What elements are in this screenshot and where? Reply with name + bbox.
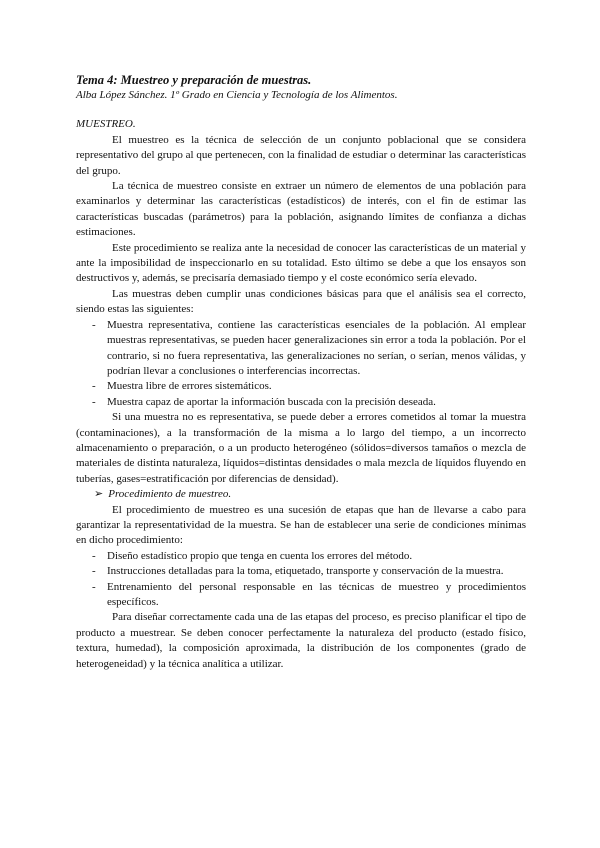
procedure-list [76,549,526,611]
section-heading: MUESTREO. [76,118,136,131]
list-item: - Muestra capaz de aportar la información buscada con la precisión deseada. [76,395,526,410]
subheading [76,487,526,502]
subheading-text: Procedimiento de muestreo. [108,488,232,501]
list-item: - Entrenamiento del personal responsable en las técnicas de muestreo y procedimientos específicos. [76,580,526,611]
conditions-list [76,318,526,410]
list-item: - Instrucciones detalladas para la toma, etiquetado, transporte y conservación de la muestra. [76,564,526,579]
paragraph: El procedimiento de muestreo es una sucesión de etapas que han de llevarse a cabo para garantizar la representatividad de la muestra. Se han de establecer una serie de condiciones mínimas en dicho procedimiento: [76,503,526,547]
list-item: - Diseño estadístico propio que tenga en cuenta los errores del método. [76,549,526,564]
paragraph: Para diseñar correctamente cada una de las etapas del proceso, es preciso planificar el tipo de producto a muestrear. Se deben conocer perfectamente la naturaleza del producto (estado físico, textura, humedad), la composición aproximada, la distribución de los componentes (grado de heterogeneidad) y la técnica analítica a utilizar. [76,611,526,670]
paragraph: Si una muestra no es representativa, se puede deber a errores cometidos al tomar la muestra (contaminaciones), a la transformación de la misma a lo largo del tiempo, a un incorrecto almacenamiento o preparación, o a un producto heterogéneo (sólidos=diversos tamaños o mezcla de materiales de distinta naturaleza, líquidos=distintas densidades o mala mezcla de líquidos fluyendo en tuberías, gases=estratificación por diferencias de densidad). [76,411,526,485]
arrow-bullet-icon: ➢ [94,488,104,501]
paragraph: El muestreo es la técnica de selección de un conjunto poblacional que se considera representativo del grupo al que pertenecen, con la finalidad de estudiar o determinar las características del grupo. [76,133,526,177]
list-item: - Muestra libre de errores sistemáticos. [76,379,526,394]
paragraph: La técnica de muestreo consiste en extraer un número de elementos de una población para examinarlos y determinar las características (estadísticos) de interés, con el fin de estimar las características buscadas (parámetros) para la población, asignando límites de confianza a dichas estimaciones. [76,180,526,239]
paragraph: Las muestras deben cumplir unas condiciones básicas para que el análisis sea el correcto, siendo estas las siguientes: [76,287,526,316]
list-item: - Muestra representativa, contiene las características esenciales de la población. Al emplear muestras representativas, se pueden hacer generalizaciones sin error a toda la población. Por el contrario, si no fuera representativa, las generalizaciones no serían, o serían, menos válidas, y podrían llevar a conclusiones o interferencias incorrectas. [76,318,526,380]
author-line: Alba López Sánchez. 1º Grado en Ciencia y Tecnología de los Alimentos. [76,89,398,101]
document-body [76,72,526,672]
document-title: Tema 4: Muestreo y preparación de muestras. [76,73,312,87]
paragraph: Este procedimiento se realiza ante la necesidad de conocer las características de un material y ante la imposibilidad de inspeccionarlo en su totalidad. Esto último se debe a que los ensayos son destructivos y, además, se precisaría demasiado tiempo y el coste económico sería elevado. [76,241,526,285]
